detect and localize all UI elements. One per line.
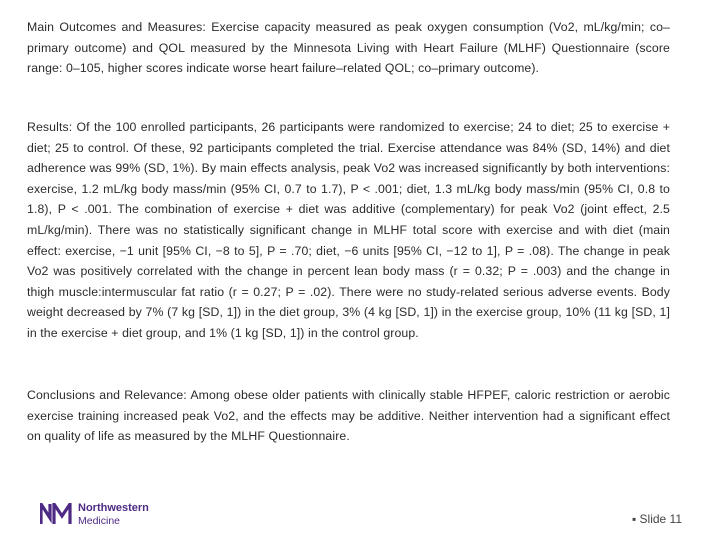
logo-wordmark-northwestern: Northwestern bbox=[78, 502, 149, 514]
results-paragraph: Results: Of the 100 enrolled participants, 26 participants were randomized to exercise; 24 to diet; 25 to exercise + diet; 25 to control. Of these, 92 participants completed the trial. Exercise attendance was 84% (SD, 14%) and diet adherence was 99% (SD, 1%). By main effects analysis, peak Vo2 was increased significantly by both interventions: exercise, 1.2 mL/kg body mass/min (95% CI, 0.7 to 1.7), P < .001; diet, 1.3 mL/kg body mass/min (95% CI, 0.8 to 1.8), P < .001. The combination of exercise + diet was additive (complementary) for peak Vo2 (joint effect, 2.5 mL/kg/min). There was no statistically significant change in MLHF total score with exercise and with diet (main effect: exercise, −1 unit [95% CI, −8 to 5], P = .70; diet, −6 units [95% CI, −12 to 1], P = .08). The change in peak Vo2 was positively correlated with the change in percent lean body mass (r = 0.32; P = .003) and the change in thigh muscle:intermuscular fat ratio (r = 0.27; P = .02). There were no study-related serious adverse events. Body weight decreased by 7% (7 kg [SD, 1]) in the diet group, 3% (4 kg [SD, 1]) in the exercise group, 10% (11 kg [SD, 1] in the exercise + diet group, and 1% (1 kg [SD, 1]) in the control group. bbox=[27, 120, 670, 340]
nm-monogram-icon bbox=[40, 503, 72, 525]
conclusions-paragraph: Conclusions and Relevance: Among obese older patients with clinically stable HFPEF, caloric restriction or aerobic exercise training increased peak Vo2, and the effects may be additive. Neither intervention had a significant effect on quality of life as measured by the MLHF Questionnaire. bbox=[27, 388, 670, 444]
logo-wordmark-medicine: Medicine bbox=[78, 515, 121, 527]
main-outcomes-paragraph: Main Outcomes and Measures: Exercise capacity measured as peak oxygen consumption (Vo2, mL/kg/min; co–primary outcome) and QOL measured by the Minnesota Living with Heart Failure (MLHF) Questionnaire (score range: 0–105, higher scores indicate worse heart failure–related QOL; co–primary outcome). bbox=[27, 20, 670, 76]
slide-number: ▪ Slide 11 bbox=[631, 512, 682, 526]
